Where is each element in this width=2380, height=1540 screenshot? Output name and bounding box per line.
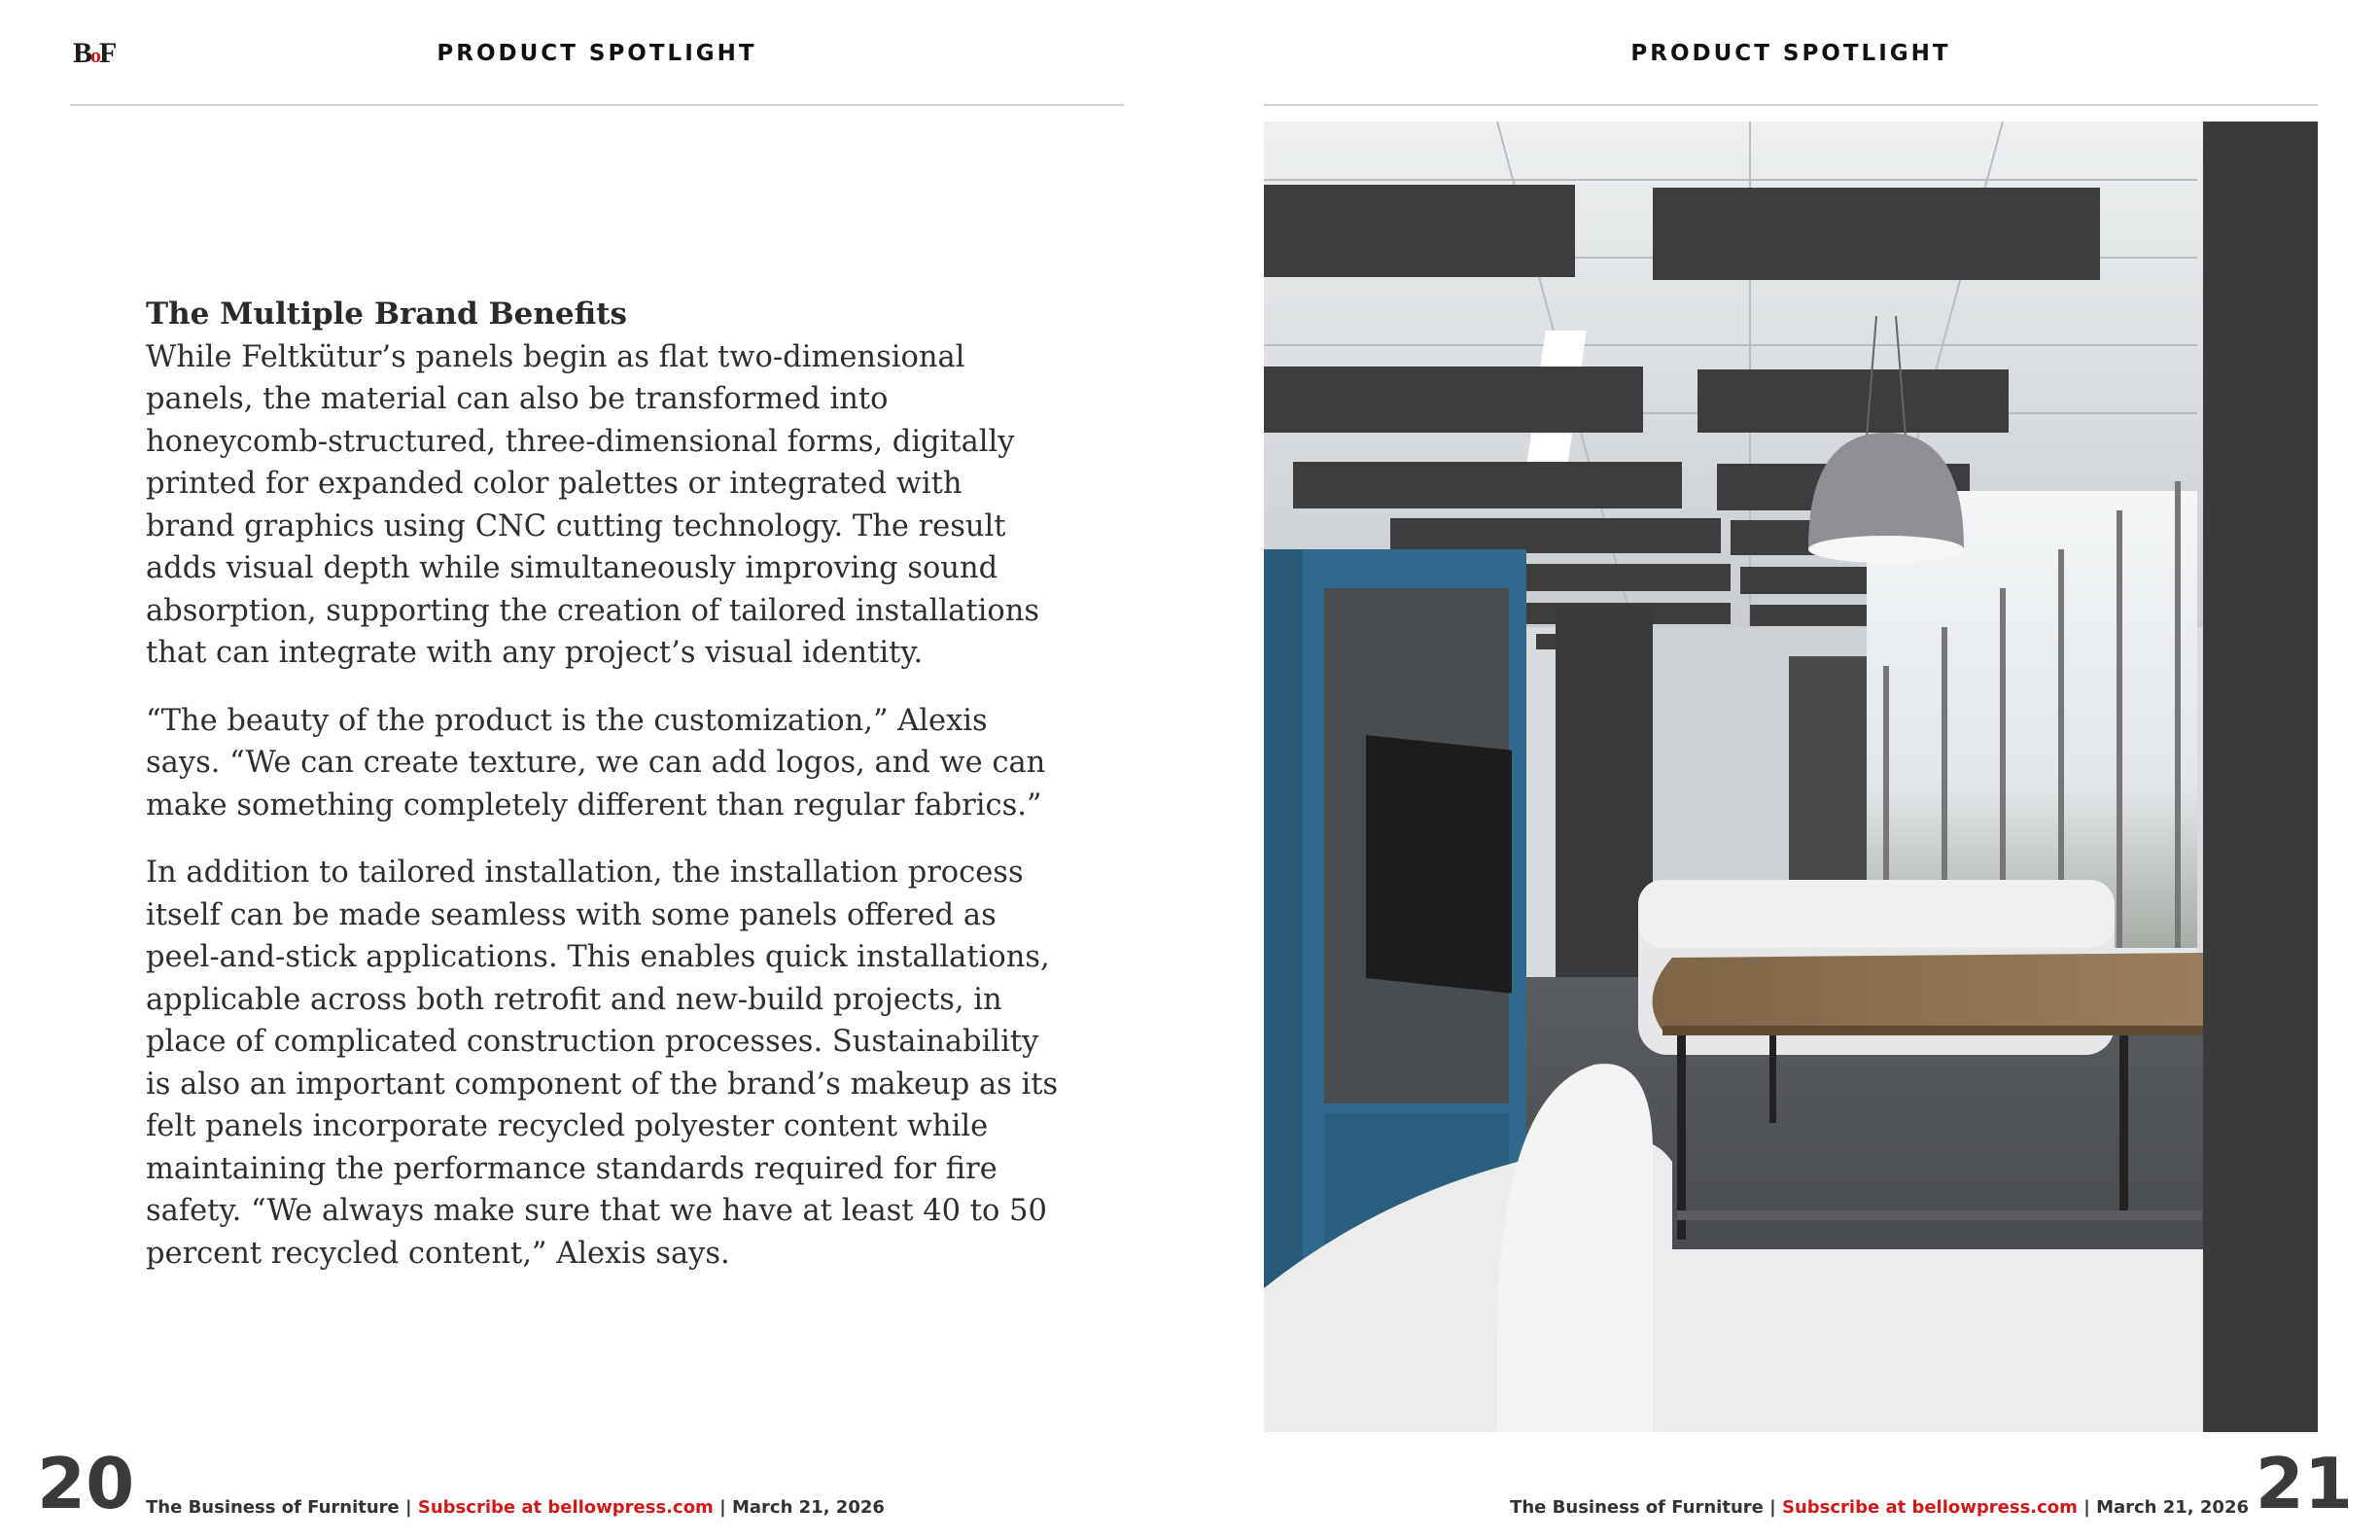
footer-date: March 21, 2026 xyxy=(2096,1497,2249,1518)
right-header-divider xyxy=(1264,104,2318,106)
left-page-header: PRODUCT SPOTLIGHT xyxy=(437,41,757,66)
footer-publication: The Business of Furniture xyxy=(1510,1497,1764,1518)
section-heading: The Multiple Brand Benefits xyxy=(146,297,627,332)
footer-date: March 21, 2026 xyxy=(731,1497,885,1518)
footer-separator: | xyxy=(719,1497,726,1518)
article-body xyxy=(146,294,1060,1300)
article-paragraph-2: “The beauty of the product is the customization,” Alexis says. “We can create texture, we can add logos, and we can make something completely different than regular fabrics.” xyxy=(146,703,1046,822)
article-paragraph-3: In addition to tailored installation, the installation process itself can be made seamless with some panels offered as peel-and-stick applications. This enables quick installations, applicable across both retrofit and new-build projects, in place of complicated construction processes. Sustainability is also an important component of the brand’s makeup as its felt panels incorporate recycled polyester content while maintaining the performance standards required for fire safety. “We always make sure that we have at least 40 to 50 percent recycled content,” Alexis says. xyxy=(146,856,1059,1271)
left-page-number: 20 xyxy=(37,1443,135,1524)
right-page-header: PRODUCT SPOTLIGHT xyxy=(1630,41,1951,66)
footer-separator: | xyxy=(1769,1497,1776,1518)
footer-publication: The Business of Furniture xyxy=(146,1497,400,1518)
logo-letter-f: F xyxy=(99,37,116,69)
logo-letter-b: B xyxy=(73,37,91,69)
article-paragraph-1: While Feltkütur’s panels begin as flat two-dimensional panels, the material can also be transformed into honeycomb-structured, three-dimensional forms, digitally printed for expanded color palettes or integrated with brand graphics using CNC cutting technology. The result adds visual depth while simultaneously improving sound absorption, supporting the creation of tailored installations that can integrate with any project’s visual identity. xyxy=(146,339,1040,670)
footer-subscribe-link[interactable]: Subscribe at bellowpress.com xyxy=(417,1497,714,1518)
footer-separator: | xyxy=(2083,1497,2090,1518)
left-footer xyxy=(146,1497,885,1518)
office-interior-photo xyxy=(1264,122,2318,1432)
footer-separator: | xyxy=(405,1497,412,1518)
logo-letter-o: o xyxy=(90,43,100,67)
left-header-divider xyxy=(70,104,1124,106)
right-page-number: 21 xyxy=(2255,1443,2353,1524)
right-footer xyxy=(1510,1497,2249,1518)
footer-subscribe-link[interactable]: Subscribe at bellowpress.com xyxy=(1781,1497,2078,1518)
